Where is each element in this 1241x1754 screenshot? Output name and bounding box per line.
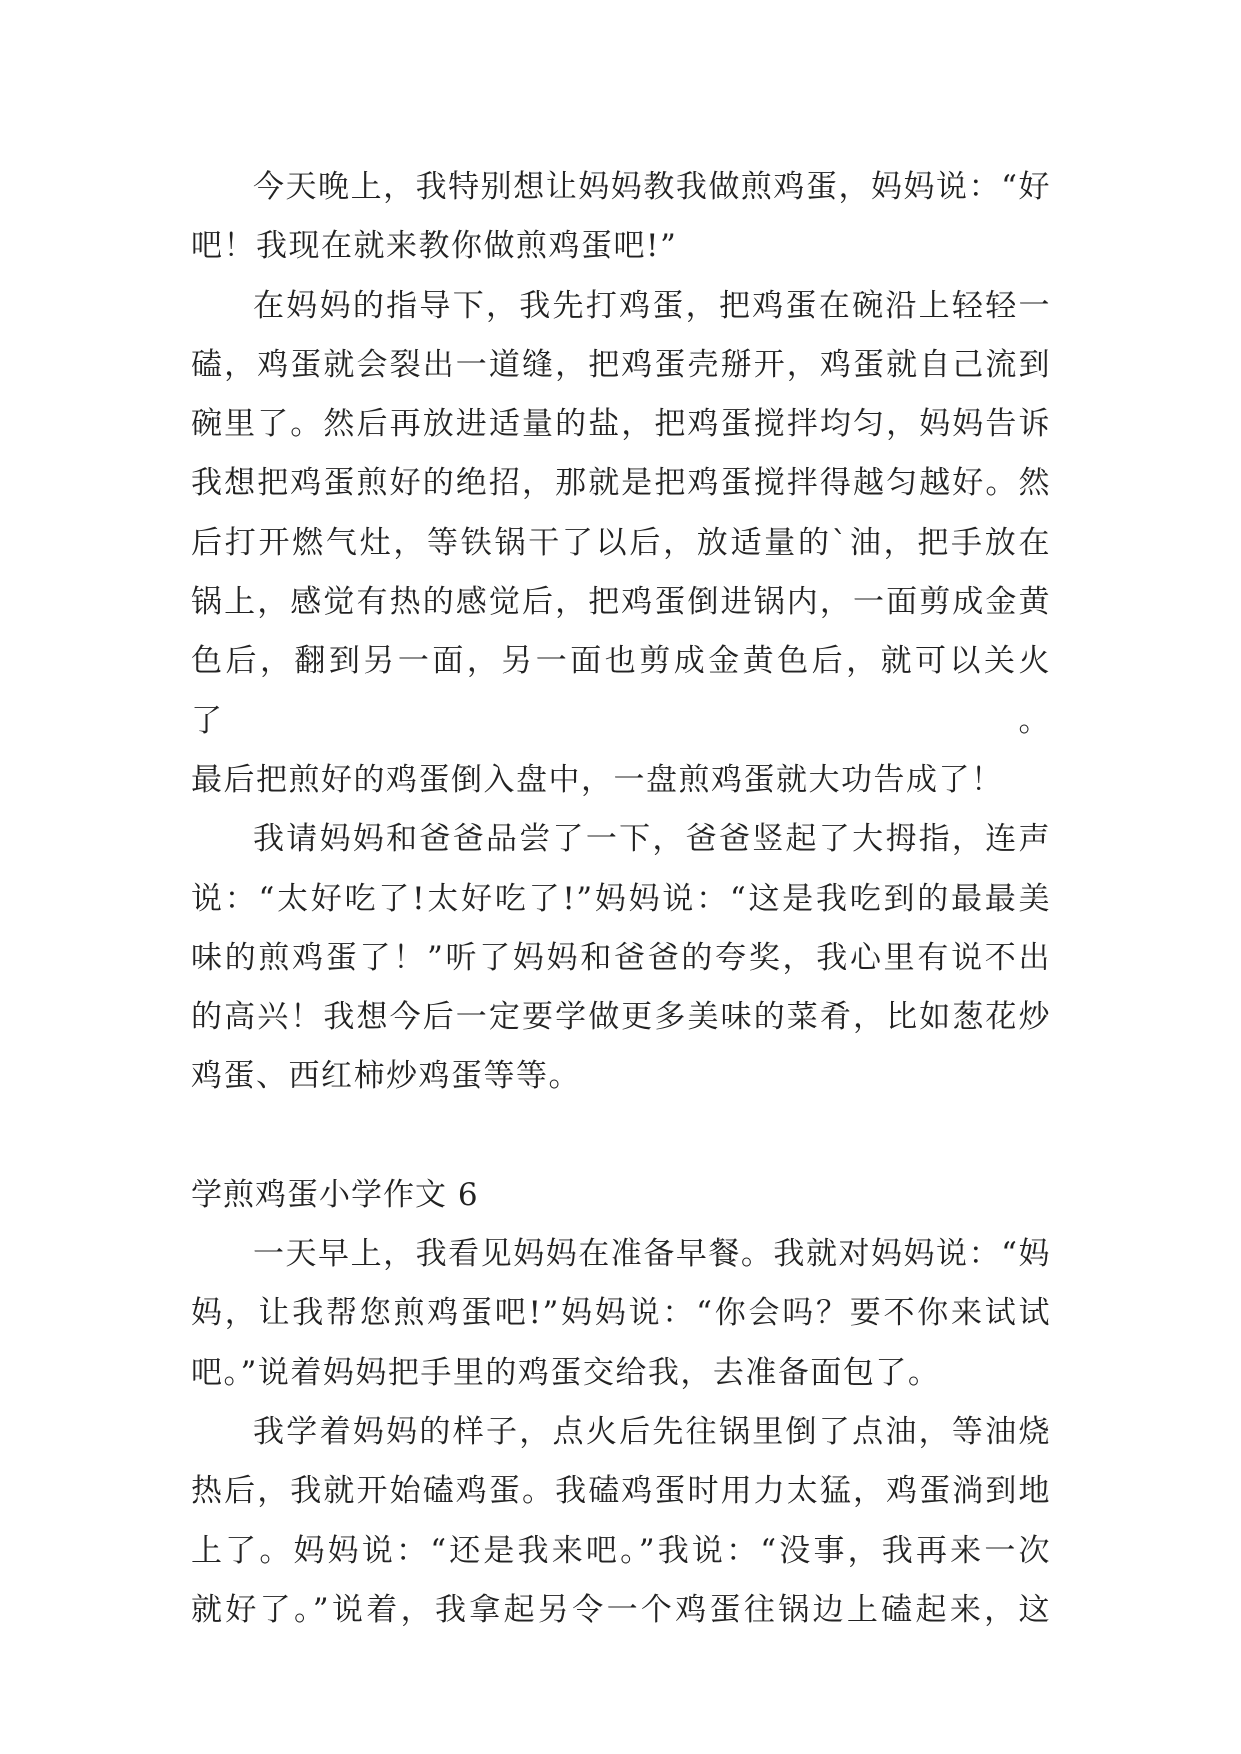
text-line: 热后，我就开始磕鸡蛋。我磕鸡蛋时用力太猛，鸡蛋淌到地 bbox=[191, 1473, 1051, 1510]
text-line: 就好了。”说着，我拿起另令一个鸡蛋往锅边上磕起来，这 bbox=[191, 1591, 1051, 1628]
paragraph-2 bbox=[191, 277, 1051, 811]
text-line: 最后把煎好的鸡蛋倒入盘中，一盘煎鸡蛋就大功告成了！ bbox=[191, 761, 1004, 798]
text-line: 一天早上，我看见妈妈在准备早餐。我就对妈妈说：“妈 bbox=[253, 1236, 1051, 1273]
text-line: 味的煎鸡蛋了！”听了妈妈和爸爸的夸奖，我心里有说不出 bbox=[191, 939, 1051, 976]
text-line: 今天晚上，我特别想让妈妈教我做煎鸡蛋，妈妈说：“好 bbox=[253, 169, 1051, 205]
text-line: 磕，鸡蛋就会裂出一道缝，把鸡蛋壳掰开，鸡蛋就自己流到 bbox=[191, 346, 1051, 383]
text-line: 说：“太好吃了!太好吃了!”妈妈说：“这是我吃到的最最美 bbox=[191, 880, 1051, 917]
text-line: 吧！我现在就来教你做煎鸡蛋吧!” bbox=[191, 228, 678, 265]
text-line: 上了。妈妈说：“还是我来吧。”我说：“没事，我再来一次 bbox=[191, 1532, 1051, 1569]
document-page bbox=[191, 158, 1051, 1640]
text-line: 鸡蛋、西红柿炒鸡蛋等等。 bbox=[191, 1058, 581, 1095]
text-line: 我想把鸡蛋煎好的绝招，那就是把鸡蛋搅拌得越匀越好。然 bbox=[191, 465, 1051, 502]
text-line: 的高兴！我想今后一定要学做更多美味的菜肴，比如葱花炒 bbox=[191, 999, 1051, 1036]
paragraph-4 bbox=[191, 1225, 1051, 1403]
paragraph-3 bbox=[191, 810, 1051, 1106]
text-line: 妈，让我帮您煎鸡蛋吧!”妈妈说：“你会吗？要不你来试试 bbox=[191, 1295, 1051, 1332]
text-line: 色后，翻到另一面，另一面也剪成金黄色后，就可以关火了。 bbox=[191, 643, 1051, 739]
text-line: 在妈妈的指导下，我先打鸡蛋，把鸡蛋在碗沿上轻轻一 bbox=[253, 287, 1051, 324]
paragraph-1 bbox=[191, 158, 1051, 277]
paragraph-5 bbox=[191, 1403, 1051, 1640]
section-spacer bbox=[191, 1107, 1051, 1166]
text-line: 我学着妈妈的样子，点火后先往锅里倒了点油，等油烧 bbox=[253, 1413, 1051, 1450]
text-line: 我请妈妈和爸爸品尝了一下，爸爸竖起了大拇指，连声 bbox=[253, 821, 1051, 858]
text-line: 吧。”说着妈妈把手里的鸡蛋交给我，去准备面包了。 bbox=[191, 1354, 941, 1391]
section-title: 学煎鸡蛋小学作文 6 bbox=[191, 1176, 479, 1213]
text-line: 后打开燃气灶，等铁锅干了以后，放适量的`油，把手放在 bbox=[191, 524, 1051, 561]
text-line: 锅上，感觉有热的感觉后，把鸡蛋倒进锅内，一面剪成金黄 bbox=[191, 584, 1051, 621]
text-line: 碗里了。然后再放进适量的盐，把鸡蛋搅拌均匀，妈妈告诉 bbox=[191, 406, 1051, 443]
